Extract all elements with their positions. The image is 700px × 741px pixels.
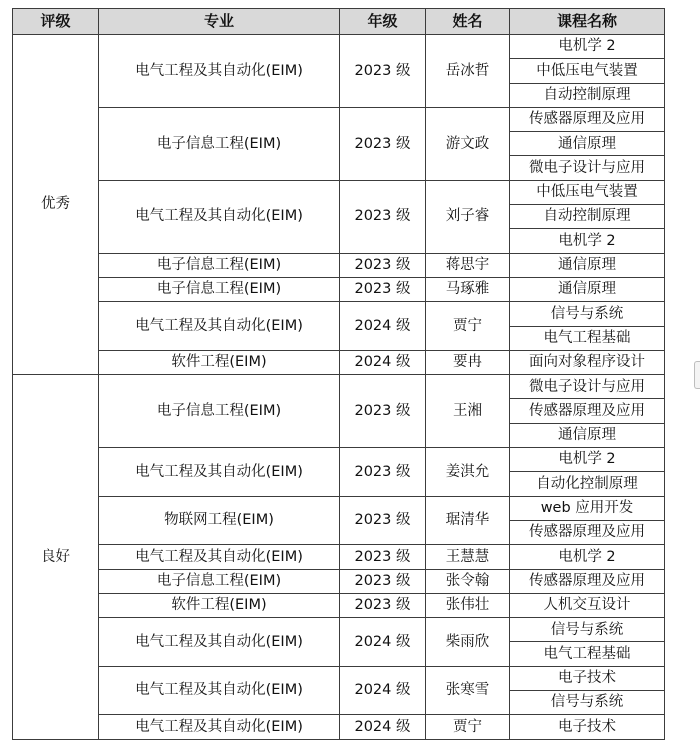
student-name-cell: 姜淇允 (426, 448, 510, 497)
scroll-handle[interactable] (694, 361, 700, 389)
major-cell: 软件工程(EIM) (99, 350, 340, 374)
header-grade: 年级 (340, 9, 426, 35)
major-cell: 电气工程及其自动化(EIM) (99, 35, 340, 108)
grade-cell: 2023 级 (340, 35, 426, 108)
course-cell: 通信原理 (510, 132, 665, 156)
course-cell: 电机学 2 (510, 545, 665, 569)
student-name-cell: 王慧慧 (426, 545, 510, 569)
table-row (13, 253, 665, 277)
course-cell: 电机学 2 (510, 229, 665, 253)
student-name-cell: 贾宁 (426, 715, 510, 739)
grade-cell: 2024 级 (340, 350, 426, 374)
table-row (13, 35, 665, 59)
table-row (13, 666, 665, 690)
table-row (13, 545, 665, 569)
course-cell: 中低压电气装置 (510, 180, 665, 204)
course-cell: 传感器原理及应用 (510, 520, 665, 544)
course-cell: 面向对象程序设计 (510, 350, 665, 374)
student-name-cell: 马琢雅 (426, 277, 510, 301)
honor-table (12, 8, 665, 740)
course-cell: 自动控制原理 (510, 83, 665, 107)
grade-cell: 2024 级 (340, 666, 426, 715)
course-cell: 通信原理 (510, 423, 665, 447)
student-name-cell: 要冉 (426, 350, 510, 374)
course-cell: 信号与系统 (510, 302, 665, 326)
student-name-cell: 张伟壮 (426, 593, 510, 617)
major-cell: 电子信息工程(EIM) (99, 375, 340, 448)
course-cell: 中低压电气装置 (510, 59, 665, 83)
student-name-cell: 刘子睿 (426, 180, 510, 253)
course-cell: 自动控制原理 (510, 205, 665, 229)
major-cell: 电子信息工程(EIM) (99, 253, 340, 277)
course-cell: 人机交互设计 (510, 593, 665, 617)
course-cell: 微电子设计与应用 (510, 156, 665, 180)
grade-cell: 2023 级 (340, 277, 426, 301)
grade-cell: 2023 级 (340, 375, 426, 448)
grade-cell: 2023 级 (340, 593, 426, 617)
course-cell: 信号与系统 (510, 618, 665, 642)
grade-cell: 2023 级 (340, 107, 426, 180)
rating-cell: 优秀 (13, 35, 99, 375)
header-rating: 评级 (13, 9, 99, 35)
course-cell: 通信原理 (510, 253, 665, 277)
course-cell: 微电子设计与应用 (510, 375, 665, 399)
student-name-cell: 琚清华 (426, 496, 510, 545)
major-cell: 电气工程及其自动化(EIM) (99, 666, 340, 715)
student-name-cell: 张寒雪 (426, 666, 510, 715)
grade-cell: 2023 级 (340, 180, 426, 253)
table-row (13, 593, 665, 617)
grade-cell: 2024 级 (340, 618, 426, 667)
major-cell: 电气工程及其自动化(EIM) (99, 715, 340, 739)
student-name-cell: 贾宁 (426, 302, 510, 351)
table-row (13, 618, 665, 642)
student-name-cell: 蒋思宇 (426, 253, 510, 277)
major-cell: 电气工程及其自动化(EIM) (99, 545, 340, 569)
grade-cell: 2023 级 (340, 496, 426, 545)
header-courses: 课程名称 (510, 9, 665, 35)
grade-cell: 2023 级 (340, 545, 426, 569)
major-cell: 电气工程及其自动化(EIM) (99, 180, 340, 253)
course-cell: 传感器原理及应用 (510, 107, 665, 131)
course-cell: 电机学 2 (510, 448, 665, 472)
grade-cell: 2024 级 (340, 715, 426, 739)
course-cell: 自动化控制原理 (510, 472, 665, 496)
table-row (13, 496, 665, 520)
table-row (13, 448, 665, 472)
table-row (13, 375, 665, 399)
student-name-cell: 张令翰 (426, 569, 510, 593)
rating-cell: 良好 (13, 375, 99, 739)
course-cell: 电子技术 (510, 666, 665, 690)
table-row (13, 350, 665, 374)
major-cell: 电气工程及其自动化(EIM) (99, 448, 340, 497)
student-name-cell: 岳冰哲 (426, 35, 510, 108)
table-row (13, 180, 665, 204)
course-cell: 电气工程基础 (510, 642, 665, 666)
major-cell: 物联网工程(EIM) (99, 496, 340, 545)
grade-cell: 2023 级 (340, 448, 426, 497)
major-cell: 电子信息工程(EIM) (99, 277, 340, 301)
course-cell: 电气工程基础 (510, 326, 665, 350)
table-body (13, 35, 665, 740)
table-row (13, 277, 665, 301)
grade-cell: 2024 级 (340, 302, 426, 351)
major-cell: 电子信息工程(EIM) (99, 107, 340, 180)
student-name-cell: 柴雨欣 (426, 618, 510, 667)
header-major: 专业 (99, 9, 340, 35)
major-cell: 软件工程(EIM) (99, 593, 340, 617)
student-name-cell: 王湘 (426, 375, 510, 448)
course-cell: 通信原理 (510, 277, 665, 301)
table-header (13, 9, 665, 35)
course-cell: 传感器原理及应用 (510, 569, 665, 593)
table-row (13, 107, 665, 131)
course-cell: 信号与系统 (510, 691, 665, 715)
table-row (13, 569, 665, 593)
table-row (13, 715, 665, 739)
course-cell: web 应用开发 (510, 496, 665, 520)
major-cell: 电气工程及其自动化(EIM) (99, 618, 340, 667)
student-name-cell: 游文政 (426, 107, 510, 180)
course-cell: 电子技术 (510, 715, 665, 739)
grade-cell: 2023 级 (340, 569, 426, 593)
major-cell: 电子信息工程(EIM) (99, 569, 340, 593)
course-cell: 电机学 2 (510, 35, 665, 59)
table-row (13, 302, 665, 326)
grade-cell: 2023 级 (340, 253, 426, 277)
major-cell: 电气工程及其自动化(EIM) (99, 302, 340, 351)
header-name: 姓名 (426, 9, 510, 35)
course-cell: 传感器原理及应用 (510, 399, 665, 423)
